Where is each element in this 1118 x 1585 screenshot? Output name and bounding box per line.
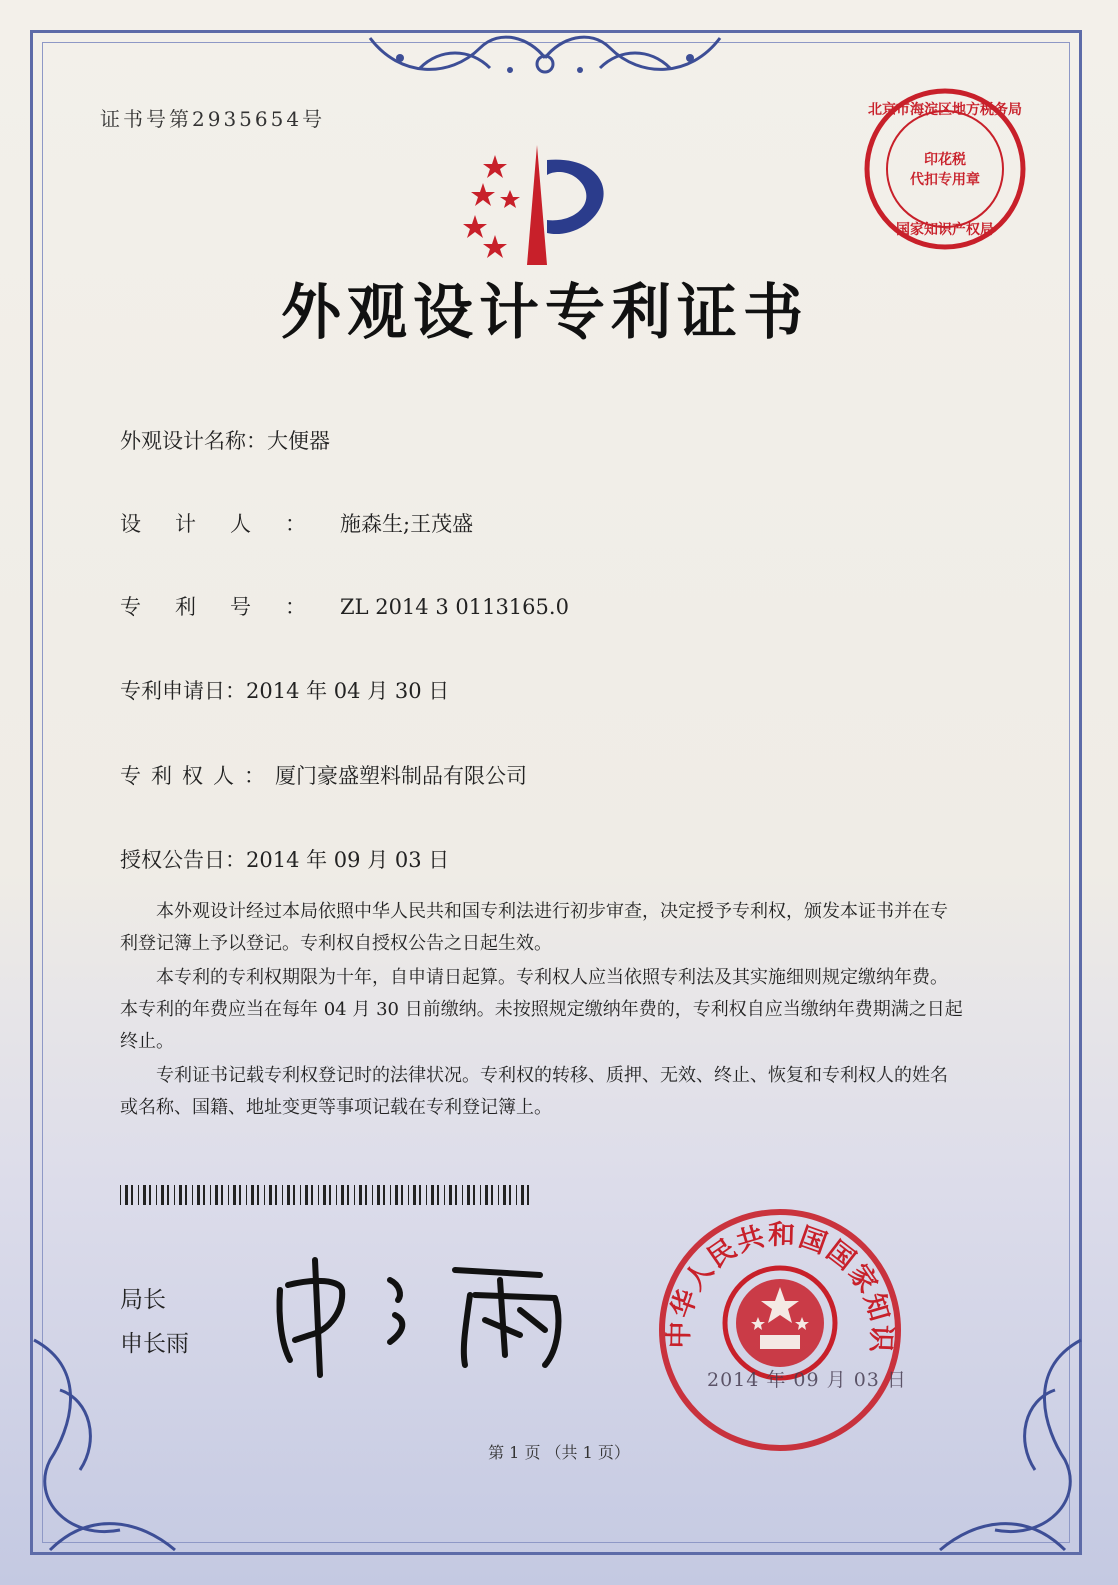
svg-text:印花税: 印花税 xyxy=(924,152,966,168)
application-date-field xyxy=(120,675,449,705)
patent-office-logo xyxy=(455,135,635,275)
grant-date-value: 2014 年 09 月 03 日 xyxy=(246,848,450,872)
design-name-field xyxy=(120,425,330,455)
top-ornament xyxy=(360,28,730,88)
patentee-label: 专利权人： xyxy=(120,764,275,788)
designer-field xyxy=(120,508,473,538)
director-title: 局长 xyxy=(120,1287,166,1313)
director-name: 申长雨 xyxy=(120,1331,189,1357)
patent-number-label: 专利号： xyxy=(120,595,340,619)
design-name-value: 大便器 xyxy=(267,429,330,453)
svg-text:北京市海淀区地方税务局: 北京市海淀区地方税务局 xyxy=(868,102,1022,118)
application-date-value: 2014 年 04 月 30 日 xyxy=(246,679,450,703)
seal-date: 2014 年 09 月 03 日 xyxy=(707,1369,907,1391)
patent-number-value: ZL 2014 3 0113165.0 xyxy=(340,595,569,619)
tax-seal xyxy=(860,84,1030,254)
application-date-label: 专利申请日： xyxy=(120,679,246,703)
svg-text:代扣专用章: 代扣专用章 xyxy=(910,172,980,188)
design-name-label: 外观设计名称： xyxy=(120,429,267,453)
paragraph-term: 本专利的专利权期限为十年，自申请日起算。专利权人应当依照专利法及其实施细则规定缴纳年费。本专利的年费应当在每年 04 月 30 日前缴纳。未按照规定缴纳年费的，专利权自应当缴纳年费期满之日起终止。 xyxy=(120,967,963,1052)
svg-text:国家知识产权局: 国家知识产权局 xyxy=(896,222,994,238)
page-indicator: 第 1 页 （共 1 页） xyxy=(488,1443,630,1462)
paragraph-grant: 本外观设计经过本局依照中华人民共和国专利法进行初步审查，决定授予专利权，颁发本证书并在专利登记簿上予以登记。专利权自授权公告之日起生效。 xyxy=(120,901,948,954)
paragraph-legal-status: 专利证书记载专利权登记时的法律状况。专利权的转移、质押、无效、终止、恢复和专利权人的姓名或名称、国籍、地址变更等事项记载在专利登记簿上。 xyxy=(120,1065,948,1118)
director-signature xyxy=(270,1250,570,1380)
certificate-number: 证书号第2935654号 xyxy=(100,107,326,131)
patentee-field xyxy=(120,760,527,790)
patent-number-field xyxy=(120,591,569,621)
designer-label: 设计人： xyxy=(120,512,340,536)
barcode xyxy=(120,1185,530,1205)
director-block xyxy=(120,1278,189,1366)
patentee-value: 厦门豪盛塑料制品有限公司 xyxy=(275,764,527,788)
grant-date-field xyxy=(120,844,449,874)
cnipa-seal xyxy=(650,1205,910,1455)
page-title: 外观设计专利证书 xyxy=(281,278,809,348)
svg-text:中华人民共和国国家知识产权局: 中华人民共和国国家知识 xyxy=(663,1219,897,1355)
grant-date-label: 授权公告日： xyxy=(120,848,246,872)
designer-value: 施森生;王茂盛 xyxy=(340,512,474,536)
